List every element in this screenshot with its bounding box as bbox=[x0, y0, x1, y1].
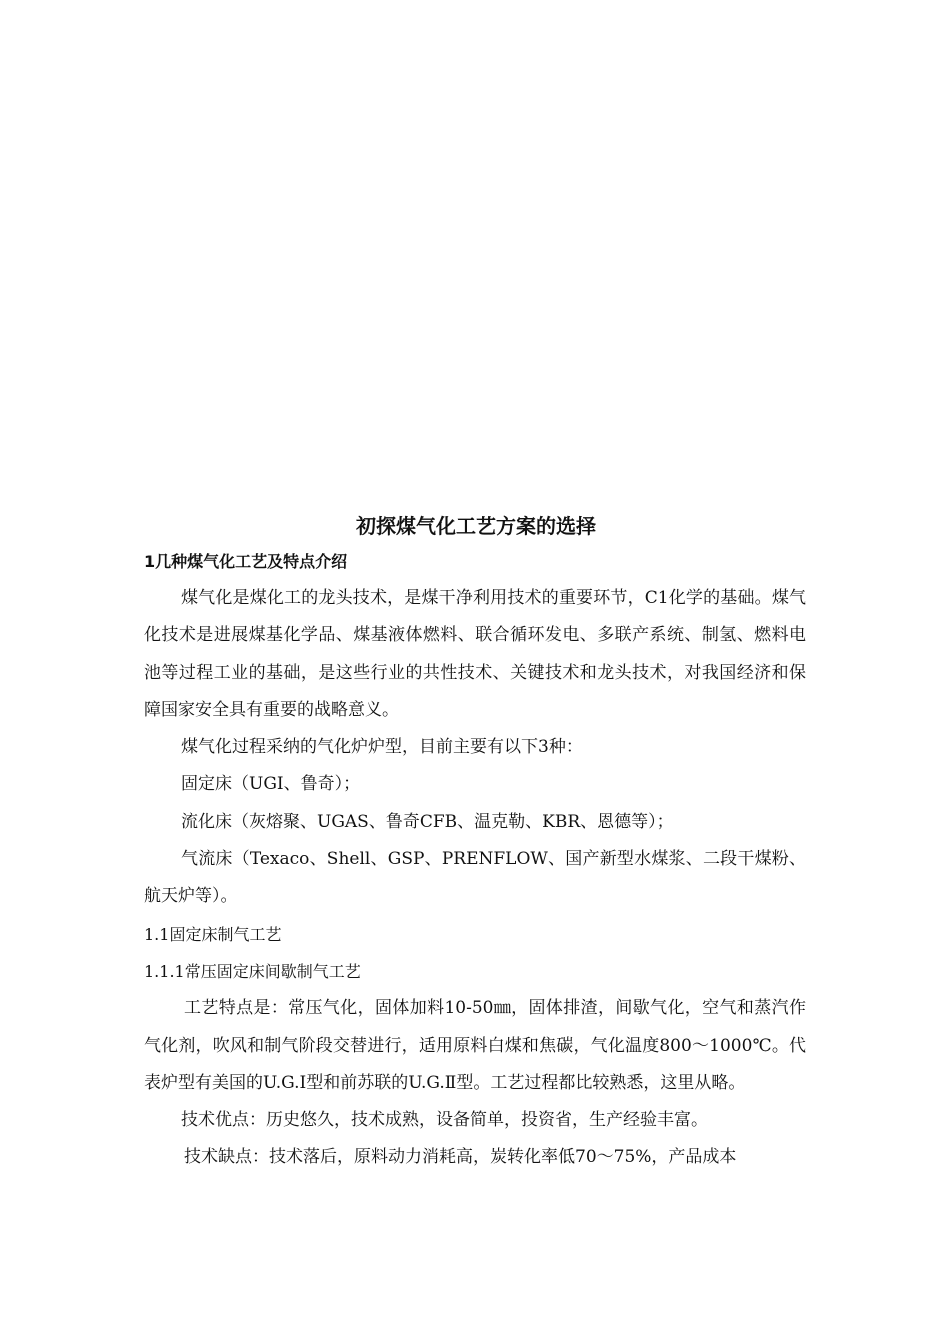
disadvantages-paragraph: 技术缺点：技术落后，原料动力消耗高，炭转化率低70～75%，产品成本 bbox=[184, 1147, 737, 1168]
entrained-flow-item: 气流床（Texaco、Shell、GSP、PRENFLOW、国产新型水煤浆、二段干煤粉、航天炉等）。 bbox=[144, 849, 806, 907]
document-title: 初探煤气化工艺方案的选择 bbox=[356, 514, 596, 538]
heading-1: 1几种煤气化工艺及特点介绍 bbox=[144, 552, 348, 571]
section-heading-1-1-1: 1.1.1常压固定床间歇制气工艺 bbox=[144, 961, 361, 981]
intro-paragraph: 煤气化是煤化工的龙头技术，是煤干净利用技术的重要环节，C1化学的基础。煤气化技术是进展煤基化学品、煤基液体燃料、联合循环发电、多联产系统、制氢、燃料电池等过程工业的基础，是这些行业的共性技术、关键技术和龙头技术，对我国经济和保障国家安全具有重要的战略意义。 bbox=[144, 588, 806, 720]
types-intro-paragraph: 煤气化过程采纳的气化炉炉型，目前主要有以下3种： bbox=[181, 737, 583, 758]
process-features-paragraph: 工艺特点是：常压气化，固体加料10-50㎜，固体排渣，间歇气化，空气和蒸汽作气化剂，吹风和制气阶段交替进行，适用原料白煤和焦碳，气化温度800～1000℃。代表炉型有美国的U.G.I型和前苏联的U.G.Ⅱ型。工艺过程都比较熟悉，这里从略。 bbox=[144, 998, 806, 1093]
fluidized-bed-item: 流化床（灰熔聚、UGAS、鲁奇CFB、温克勒、KBR、恩德等）； bbox=[181, 811, 674, 832]
document-body bbox=[144, 508, 806, 1177]
fixed-bed-item: 固定床（UGI、鲁奇）； bbox=[181, 774, 361, 795]
advantages-paragraph: 技术优点：历史悠久，技术成熟，设备简单，投资省，生产经验丰富。 bbox=[181, 1110, 708, 1131]
section-heading-1-1: 1.1固定床制气工艺 bbox=[144, 924, 282, 944]
